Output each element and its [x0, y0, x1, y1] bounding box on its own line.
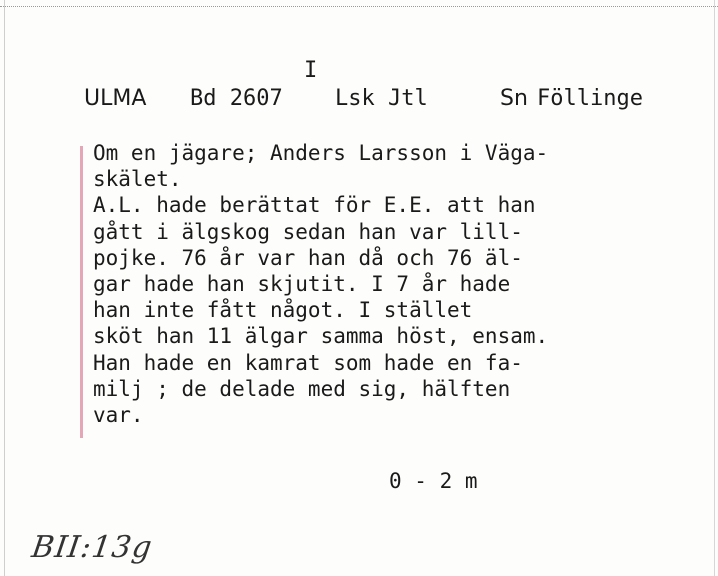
handwritten-signum: BII:13g: [29, 530, 155, 565]
text-line: Om en jägare; Anders Larsson i Väga-: [93, 141, 549, 165]
text-line: gått i älgskog sedan han var lill-: [93, 219, 523, 244]
range-note: 0 - 2 m: [389, 469, 478, 493]
volume-number: I: [304, 58, 318, 83]
parish-name: Föllinge: [537, 86, 643, 111]
text-line: han inte fått något. I stället: [93, 298, 473, 323]
right-card-edge: [714, 0, 715, 576]
left-card-edge: [4, 0, 5, 576]
topic-label: ULMA: [84, 86, 147, 111]
text-line: var.: [93, 403, 144, 428]
text-line: pojke. 76 år var han då och 76 äl-: [93, 245, 523, 270]
text-line: Han hade en kamrat som hade en fa-: [93, 350, 523, 375]
parish-prefix: Sn: [500, 86, 528, 111]
margin-line: [80, 146, 83, 438]
text-line: milj ; de delade med sig, hälften: [93, 376, 511, 401]
text-line: sköt han 11 älgar samma höst, ensam.: [93, 324, 549, 349]
top-dotted-rule: [0, 6, 718, 7]
record-number: Bd 2607: [190, 86, 283, 111]
text-line: gar hade han skjutit. I 7 år hade: [93, 272, 511, 297]
card-body-text: [93, 140, 703, 428]
text-line: A.L. hade berättat för E.E. att han: [93, 193, 536, 218]
district-label: Lsk Jtl: [335, 86, 428, 111]
text-line: skälet.: [93, 167, 182, 192]
